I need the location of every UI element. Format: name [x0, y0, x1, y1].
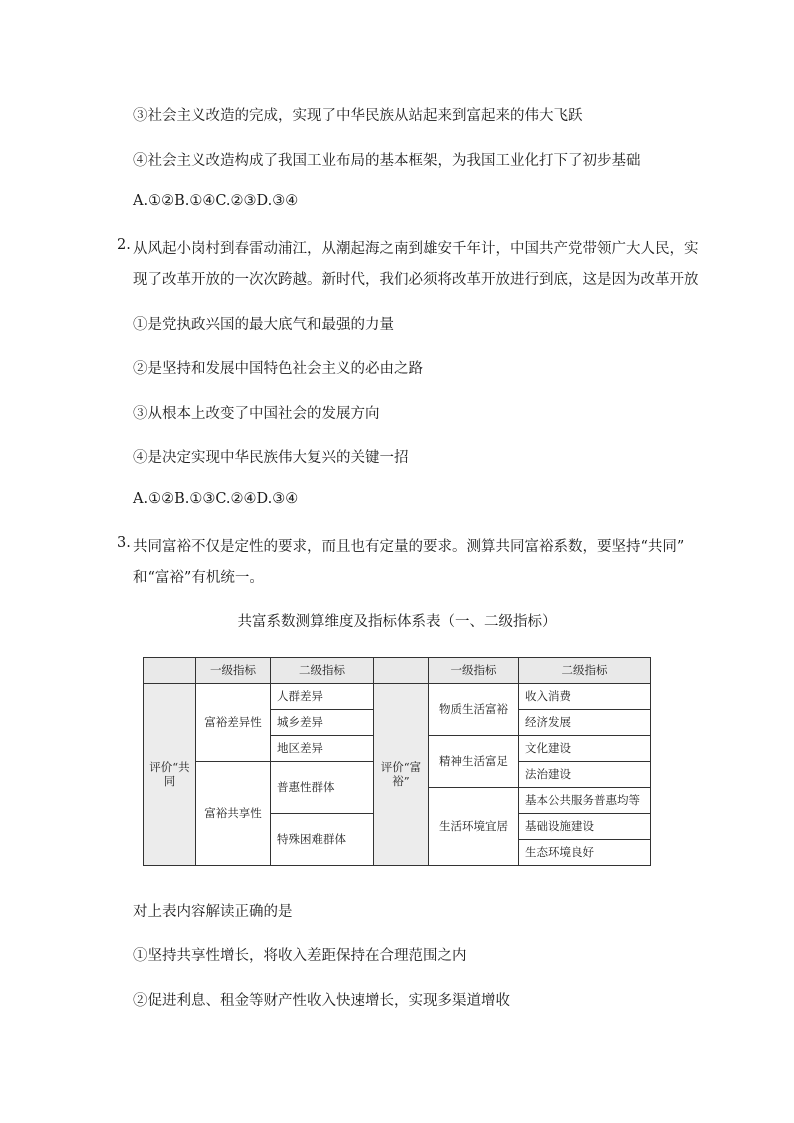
q2-stem-line-1: 从风起小岗村到春雷动浦江，从潮起海之南到雄安千年计，中国共产党带领广大人民，实: [133, 241, 699, 257]
q3-option-2: ②促进利息、租金等财产性收入快速增长，实现多渠道增收: [133, 993, 510, 1009]
header-level1-left: 一级指标: [196, 658, 271, 684]
right-level1-cell: 生活环境宜居: [429, 788, 519, 866]
q3-option-1: ①坚持共享性增长，将收入差距保持在合理范围之内: [133, 948, 467, 964]
right-level2-cell: 文化建设: [519, 736, 651, 762]
header-level1-right: 一级指标: [429, 658, 519, 684]
q1-option-4: ④社会主义改造构成了我国工业布局的基本框架，为我国工业化打下了初步基础: [133, 153, 641, 169]
q3-stem-line-2: 和“富裕”有机统一。: [133, 570, 264, 586]
q2-stem-line-2: 现了改革开放的一次次跨越。新时代，我们必须将改革开放进行到底，这是因为改革开放: [133, 272, 699, 288]
left-level2-cell: 普惠性群体: [271, 762, 374, 814]
right-level2-cell: 法治建设: [519, 762, 651, 788]
table-caption: 共富系数测算维度及指标体系表（一、二级指标）: [237, 614, 557, 630]
q3-stem-line-1: 共同富裕不仅是定性的要求，而且也有定量的要求。测算共同富裕系数，要坚持“共同”: [133, 539, 685, 555]
right-level1-cell: 精神生活富足: [429, 736, 519, 788]
group-label-gongtong: 评价“共同: [144, 684, 196, 866]
right-level2-cell: 经济发展: [519, 710, 651, 736]
q3-number: 3.: [117, 535, 131, 551]
left-level1-cell: 富裕差异性: [196, 684, 271, 762]
q2-option-3: ③从根本上改变了中国社会的发展方向: [133, 406, 380, 422]
q1-answer-choices: A.①②B.①④C.②③D.③④: [133, 193, 299, 209]
q2-option-4: ④是决定实现中华民族伟大复兴的关键一招: [133, 450, 409, 466]
right-level2-cell: 生态环境良好: [519, 840, 651, 866]
left-level2-cell: 特殊困难群体: [271, 814, 374, 866]
header-blank-left: [144, 658, 196, 684]
q2-answer-choices: A.①②B.①③C.②④D.③④: [133, 491, 299, 507]
q2-number: 2.: [117, 237, 131, 253]
left-level2-cell: 人群差异: [271, 684, 374, 710]
indicator-table: [143, 657, 651, 866]
q3-prompt: 对上表内容解读正确的是: [133, 904, 293, 920]
table-row: [144, 684, 651, 710]
right-level2-cell: 基本公共服务普惠均等: [519, 788, 651, 814]
q1-option-3: ③社会主义改造的完成，实现了中华民族从站起来到富起来的伟大飞跃: [133, 108, 583, 124]
q2-option-1: ①是党执政兴国的最大底气和最强的力量: [133, 317, 394, 333]
header-level2-left: 二级指标: [271, 658, 374, 684]
right-level1-cell: 物质生活富裕: [429, 684, 519, 736]
group-label-fuyu: 评价“富裕”: [374, 684, 429, 866]
table-header-row: [144, 658, 651, 684]
right-level2-cell: 基础设施建设: [519, 814, 651, 840]
header-level2-right: 二级指标: [519, 658, 651, 684]
q2-option-2: ②是坚持和发展中国特色社会主义的必由之路: [133, 361, 423, 377]
right-level2-cell: 收入消费: [519, 684, 651, 710]
left-level2-cell: 地区差异: [271, 736, 374, 762]
left-level2-cell: 城乡差异: [271, 710, 374, 736]
left-level1-cell: 富裕共享性: [196, 762, 271, 866]
header-blank-right: [374, 658, 429, 684]
